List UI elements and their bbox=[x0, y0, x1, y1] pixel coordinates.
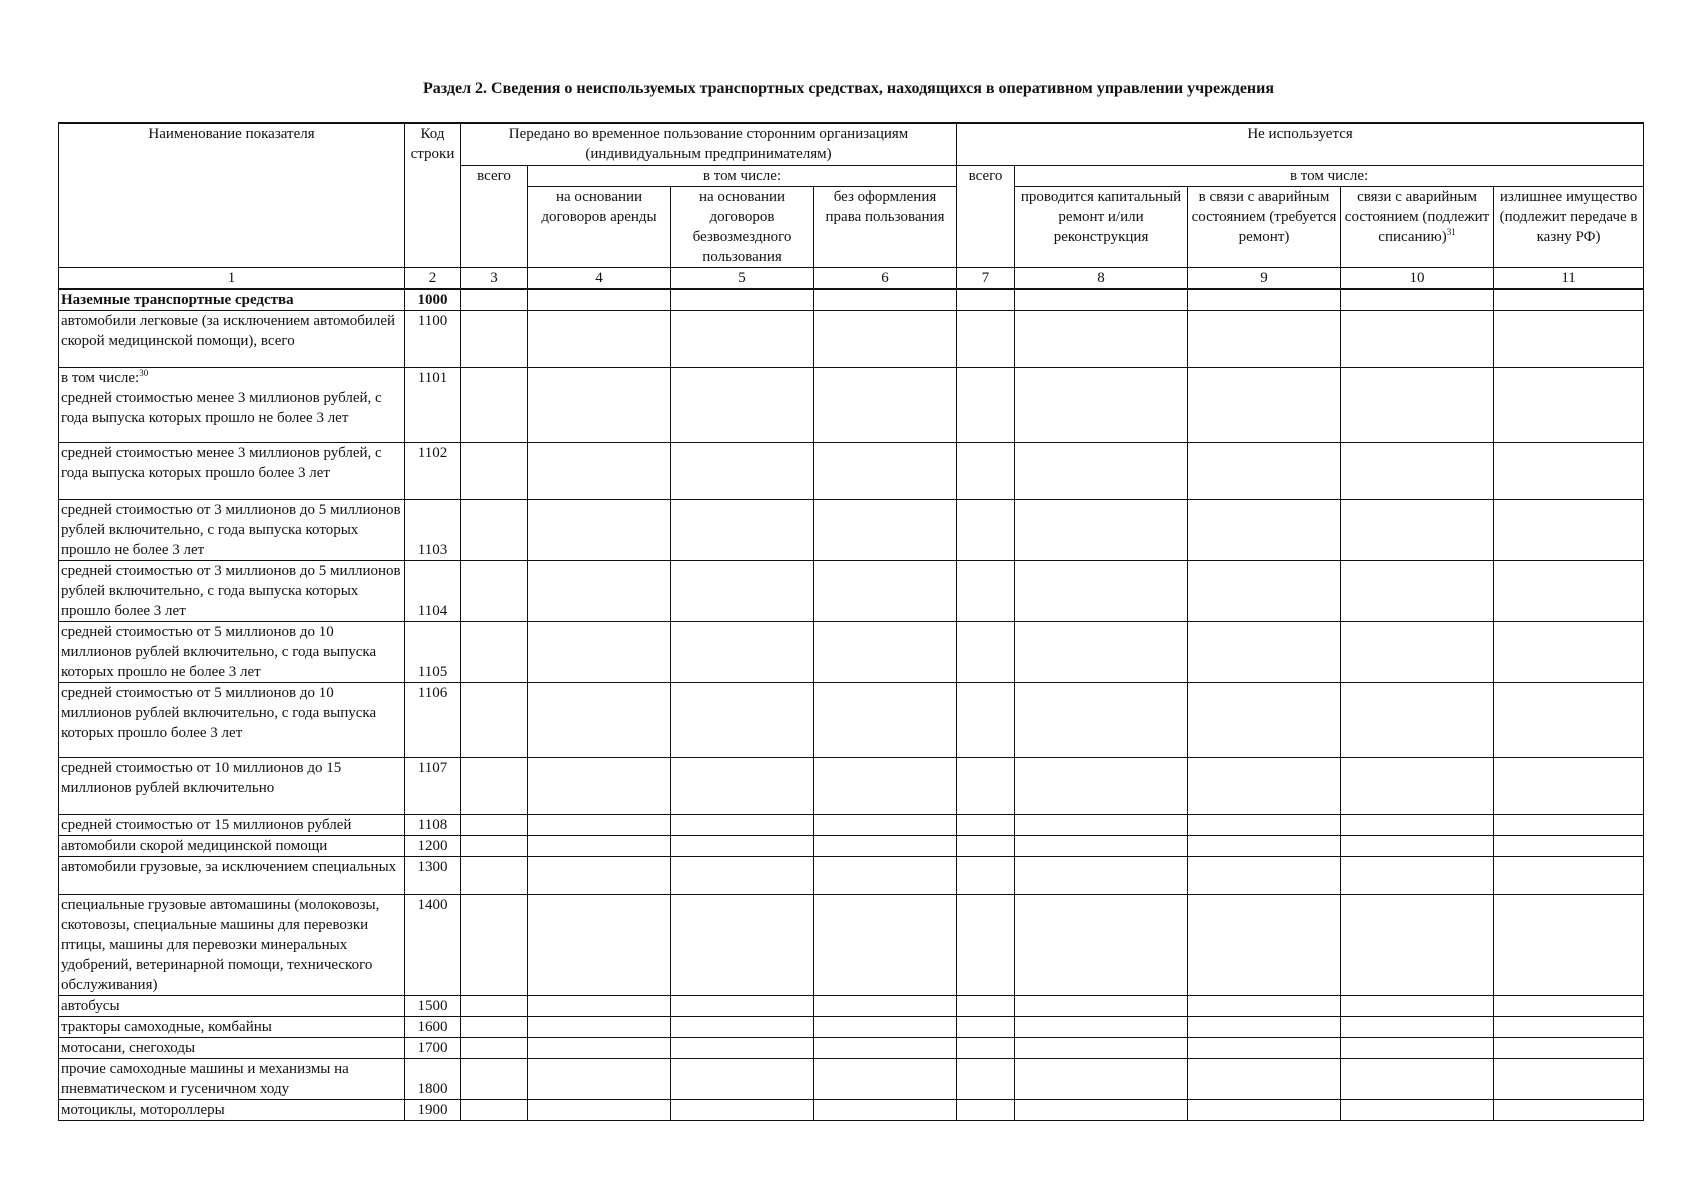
value-cell-col-10[interactable] bbox=[1341, 310, 1494, 367]
header-capital-repair: проводится капитальный ремонт и/или реконструкция bbox=[1015, 186, 1188, 267]
table-row bbox=[59, 1037, 1644, 1058]
value-cell-col-8[interactable] bbox=[1015, 835, 1188, 856]
value-cell-col-9[interactable] bbox=[1188, 1058, 1341, 1099]
table-row bbox=[59, 757, 1644, 814]
value-cell-col-6[interactable] bbox=[814, 814, 957, 835]
indicator-name: тракторы самоходные, комбайны bbox=[59, 1016, 405, 1037]
value-cell-col-8[interactable] bbox=[1015, 995, 1188, 1016]
value-cell-col-5[interactable] bbox=[671, 367, 814, 442]
row-code: 1108 bbox=[405, 814, 461, 835]
value-cell-col-8[interactable] bbox=[1015, 1037, 1188, 1058]
value-cell-col-3[interactable] bbox=[461, 499, 528, 560]
value-cell-col-8[interactable] bbox=[1015, 289, 1188, 311]
footnote-31: 31 bbox=[1446, 226, 1456, 237]
value-cell-col-4[interactable] bbox=[528, 995, 671, 1016]
value-cell-col-11[interactable] bbox=[1494, 814, 1644, 835]
value-cell-col-5[interactable] bbox=[671, 621, 814, 682]
value-cell-col-6[interactable] bbox=[814, 367, 957, 442]
value-cell-col-3[interactable] bbox=[461, 1037, 528, 1058]
row-code: 1000 bbox=[405, 289, 461, 311]
value-cell-col-10[interactable] bbox=[1341, 499, 1494, 560]
value-cell-col-5[interactable] bbox=[671, 995, 814, 1016]
column-number: 11 bbox=[1494, 267, 1644, 289]
table-row bbox=[59, 289, 1644, 311]
column-number: 10 bbox=[1341, 267, 1494, 289]
column-number: 4 bbox=[528, 267, 671, 289]
value-cell-col-7[interactable] bbox=[957, 560, 1015, 621]
indicator-name: средней стоимостью менее 3 миллионов рублей, с года выпуска которых прошло более 3 лет bbox=[59, 442, 405, 499]
value-cell-col-7[interactable] bbox=[957, 621, 1015, 682]
value-cell-col-10[interactable] bbox=[1341, 814, 1494, 835]
value-cell-col-5[interactable] bbox=[671, 1099, 814, 1120]
indicator-name: средней стоимостью от 15 миллионов рублей bbox=[59, 814, 405, 835]
value-cell-col-8[interactable] bbox=[1015, 894, 1188, 995]
value-cell-col-7[interactable] bbox=[957, 499, 1015, 560]
value-cell-col-11[interactable] bbox=[1494, 442, 1644, 499]
value-cell-col-10[interactable] bbox=[1341, 995, 1494, 1016]
value-cell-col-10[interactable] bbox=[1341, 856, 1494, 894]
value-cell-col-4[interactable] bbox=[528, 894, 671, 995]
value-cell-col-7[interactable] bbox=[957, 894, 1015, 995]
value-cell-col-9[interactable] bbox=[1188, 289, 1341, 311]
value-cell-col-8[interactable] bbox=[1015, 367, 1188, 442]
value-cell-col-8[interactable] bbox=[1015, 499, 1188, 560]
value-cell-col-7[interactable] bbox=[957, 1058, 1015, 1099]
value-cell-col-9[interactable] bbox=[1188, 835, 1341, 856]
value-cell-col-7[interactable] bbox=[957, 1099, 1015, 1120]
value-cell-col-8[interactable] bbox=[1015, 310, 1188, 367]
value-cell-col-3[interactable] bbox=[461, 814, 528, 835]
value-cell-col-7[interactable] bbox=[957, 682, 1015, 757]
value-cell-col-8[interactable] bbox=[1015, 560, 1188, 621]
column-number: 2 bbox=[405, 267, 461, 289]
value-cell-col-11[interactable] bbox=[1494, 310, 1644, 367]
value-cell-col-11[interactable] bbox=[1494, 1058, 1644, 1099]
row-code: 1106 bbox=[405, 682, 461, 757]
value-cell-col-10[interactable] bbox=[1341, 289, 1494, 311]
value-cell-col-10[interactable] bbox=[1341, 894, 1494, 995]
row-code: 1300 bbox=[405, 856, 461, 894]
header-transferred-group: Передано во временное пользование сторонним организациям (индивидуальным предпринимателям) bbox=[461, 123, 957, 165]
indicator-name: средней стоимостью от 3 миллионов до 5 миллионов рублей включительно, с года выпуска которых прошло не более 3 лет bbox=[59, 499, 405, 560]
value-cell-col-11[interactable] bbox=[1494, 289, 1644, 311]
value-cell-col-10[interactable] bbox=[1341, 757, 1494, 814]
indicator-name: средней стоимостью от 5 миллионов до 10 миллионов рублей включительно, с года выпуска которых прошло не более 3 лет bbox=[59, 621, 405, 682]
value-cell-col-11[interactable] bbox=[1494, 499, 1644, 560]
table-row bbox=[59, 835, 1644, 856]
row-code: 1900 bbox=[405, 1099, 461, 1120]
header-transferred-total: всего bbox=[461, 165, 528, 267]
table-row bbox=[59, 499, 1644, 560]
column-number: 6 bbox=[814, 267, 957, 289]
value-cell-col-4[interactable] bbox=[528, 1099, 671, 1120]
row-code: 1103 bbox=[405, 499, 461, 560]
indicator-name: специальные грузовые автомашины (молоковозы, скотовозы, специальные машины для перевозки птицы, машины для перевозки минеральных удобрений, ветеринарной помощи, технического обслуживания) bbox=[59, 894, 405, 995]
value-cell-col-10[interactable] bbox=[1341, 442, 1494, 499]
value-cell-col-9[interactable] bbox=[1188, 367, 1341, 442]
row-code: 1400 bbox=[405, 894, 461, 995]
row-code: 1800 bbox=[405, 1058, 461, 1099]
indicator-name: прочие самоходные машины и механизмы на пневматическом и гусеничном ходу bbox=[59, 1058, 405, 1099]
value-cell-col-11[interactable] bbox=[1494, 1099, 1644, 1120]
value-cell-col-6[interactable] bbox=[814, 894, 957, 995]
value-cell-col-7[interactable] bbox=[957, 995, 1015, 1016]
value-cell-col-9[interactable] bbox=[1188, 310, 1341, 367]
value-cell-col-9[interactable] bbox=[1188, 757, 1341, 814]
value-cell-col-8[interactable] bbox=[1015, 814, 1188, 835]
value-cell-col-6[interactable] bbox=[814, 1099, 957, 1120]
value-cell-col-4[interactable] bbox=[528, 1037, 671, 1058]
value-cell-col-6[interactable] bbox=[814, 560, 957, 621]
value-cell-col-10[interactable] bbox=[1341, 1016, 1494, 1037]
row-code: 1200 bbox=[405, 835, 461, 856]
value-cell-col-3[interactable] bbox=[461, 367, 528, 442]
table-row bbox=[59, 995, 1644, 1016]
value-cell-col-5[interactable] bbox=[671, 289, 814, 311]
value-cell-col-11[interactable] bbox=[1494, 621, 1644, 682]
value-cell-col-6[interactable] bbox=[814, 995, 957, 1016]
value-cell-col-11[interactable] bbox=[1494, 856, 1644, 894]
indicator-name: средней стоимостью от 3 миллионов до 5 миллионов рублей включительно, с года выпуска которых прошло более 3 лет bbox=[59, 560, 405, 621]
value-cell-col-3[interactable] bbox=[461, 310, 528, 367]
table-row bbox=[59, 1058, 1644, 1099]
value-cell-col-9[interactable] bbox=[1188, 442, 1341, 499]
value-cell-col-4[interactable] bbox=[528, 856, 671, 894]
value-cell-col-4[interactable] bbox=[528, 289, 671, 311]
value-cell-col-7[interactable] bbox=[957, 814, 1015, 835]
value-cell-col-6[interactable] bbox=[814, 499, 957, 560]
table-row bbox=[59, 310, 1644, 367]
header-no-formal-rights: без оформления права пользования bbox=[814, 186, 957, 267]
header-emergency-writeoff: связи с аварийным состоянием (подлежит списанию)$^{31}$ bbox=[1341, 186, 1494, 267]
header-unused-total: всего bbox=[957, 165, 1015, 267]
value-cell-col-4[interactable] bbox=[528, 757, 671, 814]
indicator-name: автобусы bbox=[59, 995, 405, 1016]
value-cell-col-3[interactable] bbox=[461, 894, 528, 995]
value-cell-col-3[interactable] bbox=[461, 1099, 528, 1120]
value-cell-col-4[interactable] bbox=[528, 442, 671, 499]
value-cell-col-11[interactable] bbox=[1494, 682, 1644, 757]
indicator-name: средней стоимостью от 5 миллионов до 10 миллионов рублей включительно, с года выпуска которых прошло более 3 лет bbox=[59, 682, 405, 757]
value-cell-col-6[interactable] bbox=[814, 289, 957, 311]
section-title: Раздел 2. Сведения о неиспользуемых транспортных средствах, находящихся в оперативном управлении учреждения bbox=[422, 80, 1275, 97]
value-cell-col-9[interactable] bbox=[1188, 995, 1341, 1016]
value-cell-col-4[interactable] bbox=[528, 814, 671, 835]
value-cell-col-9[interactable] bbox=[1188, 814, 1341, 835]
value-cell-col-4[interactable] bbox=[528, 1016, 671, 1037]
indicator-name: в том числе:$^{30}$ средней стоимостью менее 3 миллионов рублей, с года выпуска которых прошло не более 3 лет bbox=[59, 367, 405, 442]
value-cell-col-8[interactable] bbox=[1015, 1058, 1188, 1099]
row-code: 1700 bbox=[405, 1037, 461, 1058]
value-cell-col-9[interactable] bbox=[1188, 499, 1341, 560]
value-cell-col-11[interactable] bbox=[1494, 995, 1644, 1016]
header-unused-including: в том числе: bbox=[1015, 165, 1644, 186]
table-row bbox=[59, 814, 1644, 835]
value-cell-col-7[interactable] bbox=[957, 835, 1015, 856]
value-cell-col-5[interactable] bbox=[671, 442, 814, 499]
header-transferred-including: в том числе: bbox=[528, 165, 957, 186]
value-cell-col-4[interactable] bbox=[528, 499, 671, 560]
table-row bbox=[59, 621, 1644, 682]
header-indicator-name: Наименование показателя bbox=[59, 123, 405, 267]
value-cell-col-3[interactable] bbox=[461, 835, 528, 856]
row-code: 1100 bbox=[405, 310, 461, 367]
value-cell-col-3[interactable] bbox=[461, 289, 528, 311]
value-cell-col-7[interactable] bbox=[957, 856, 1015, 894]
value-cell-col-4[interactable] bbox=[528, 1058, 671, 1099]
value-cell-col-9[interactable] bbox=[1188, 894, 1341, 995]
row-code: 1105 bbox=[405, 621, 461, 682]
value-cell-col-8[interactable] bbox=[1015, 757, 1188, 814]
value-cell-col-7[interactable] bbox=[957, 289, 1015, 311]
value-cell-col-10[interactable] bbox=[1341, 835, 1494, 856]
value-cell-col-3[interactable] bbox=[461, 1058, 528, 1099]
table-row bbox=[59, 367, 1644, 442]
value-cell-col-4[interactable] bbox=[528, 621, 671, 682]
value-cell-col-9[interactable] bbox=[1188, 621, 1341, 682]
indicator-name: автомобили легковые (за исключением автомобилей скорой медицинской помощи), всего bbox=[59, 310, 405, 367]
value-cell-col-5[interactable] bbox=[671, 856, 814, 894]
indicator-name: автомобили грузовые, за исключением специальных bbox=[59, 856, 405, 894]
value-cell-col-11[interactable] bbox=[1494, 1037, 1644, 1058]
value-cell-col-8[interactable] bbox=[1015, 621, 1188, 682]
value-cell-col-7[interactable] bbox=[957, 757, 1015, 814]
value-cell-col-11[interactable] bbox=[1494, 367, 1644, 442]
value-cell-col-11[interactable] bbox=[1494, 1016, 1644, 1037]
value-cell-col-11[interactable] bbox=[1494, 835, 1644, 856]
value-cell-col-7[interactable] bbox=[957, 310, 1015, 367]
indicator-name: Наземные транспортные средства bbox=[59, 289, 405, 311]
value-cell-col-10[interactable] bbox=[1341, 367, 1494, 442]
value-cell-col-5[interactable] bbox=[671, 894, 814, 995]
value-cell-col-6[interactable] bbox=[814, 1058, 957, 1099]
value-cell-col-11[interactable] bbox=[1494, 894, 1644, 995]
value-cell-col-6[interactable] bbox=[814, 310, 957, 367]
value-cell-col-10[interactable] bbox=[1341, 1099, 1494, 1120]
value-cell-col-9[interactable] bbox=[1188, 1037, 1341, 1058]
header-row-code: Код строки bbox=[405, 123, 461, 267]
table-row bbox=[59, 856, 1644, 894]
value-cell-col-8[interactable] bbox=[1015, 1016, 1188, 1037]
value-cell-col-9[interactable] bbox=[1188, 560, 1341, 621]
value-cell-col-3[interactable] bbox=[461, 621, 528, 682]
value-cell-col-11[interactable] bbox=[1494, 757, 1644, 814]
column-number: 7 bbox=[957, 267, 1015, 289]
value-cell-col-5[interactable] bbox=[671, 560, 814, 621]
value-cell-col-7[interactable] bbox=[957, 367, 1015, 442]
value-cell-col-4[interactable] bbox=[528, 310, 671, 367]
row-code: 1600 bbox=[405, 1016, 461, 1037]
column-number: 1 bbox=[59, 267, 405, 289]
value-cell-col-7[interactable] bbox=[957, 442, 1015, 499]
value-cell-col-5[interactable] bbox=[671, 757, 814, 814]
value-cell-col-4[interactable] bbox=[528, 560, 671, 621]
value-cell-col-5[interactable] bbox=[671, 1037, 814, 1058]
value-cell-col-9[interactable] bbox=[1188, 1099, 1341, 1120]
indicator-name: мотоциклы, мотороллеры bbox=[59, 1099, 405, 1120]
value-cell-col-5[interactable] bbox=[671, 835, 814, 856]
value-cell-col-6[interactable] bbox=[814, 757, 957, 814]
row-code: 1102 bbox=[405, 442, 461, 499]
value-cell-col-6[interactable] bbox=[814, 856, 957, 894]
value-cell-col-7[interactable] bbox=[957, 1016, 1015, 1037]
value-cell-col-9[interactable] bbox=[1188, 1016, 1341, 1037]
column-number: 5 bbox=[671, 267, 814, 289]
indicator-name: автомобили скорой медицинской помощи bbox=[59, 835, 405, 856]
table-row bbox=[59, 682, 1644, 757]
row-code: 1104 bbox=[405, 560, 461, 621]
table-row bbox=[59, 442, 1644, 499]
value-cell-col-8[interactable] bbox=[1015, 856, 1188, 894]
header-free-use-contracts: на основании договоров безвозмездного пользования bbox=[671, 186, 814, 267]
header-emergency-repair: в связи с аварийным состоянием (требуется ремонт) bbox=[1188, 186, 1341, 267]
value-cell-col-6[interactable] bbox=[814, 835, 957, 856]
indicator-name: мотосани, снегоходы bbox=[59, 1037, 405, 1058]
value-cell-col-3[interactable] bbox=[461, 560, 528, 621]
column-numbers-row bbox=[59, 267, 1644, 289]
value-cell-col-6[interactable] bbox=[814, 442, 957, 499]
value-cell-col-5[interactable] bbox=[671, 310, 814, 367]
value-cell-col-10[interactable] bbox=[1341, 621, 1494, 682]
value-cell-col-6[interactable] bbox=[814, 1037, 957, 1058]
row-code: 1500 bbox=[405, 995, 461, 1016]
header-surplus-property: излишнее имущество (подлежит передаче в казну РФ) bbox=[1494, 186, 1644, 267]
value-cell-col-10[interactable] bbox=[1341, 682, 1494, 757]
value-cell-col-9[interactable] bbox=[1188, 682, 1341, 757]
value-cell-col-10[interactable] bbox=[1341, 560, 1494, 621]
value-cell-col-4[interactable] bbox=[528, 367, 671, 442]
table-row bbox=[59, 1016, 1644, 1037]
value-cell-col-5[interactable] bbox=[671, 499, 814, 560]
value-cell-col-5[interactable] bbox=[671, 814, 814, 835]
value-cell-col-6[interactable] bbox=[814, 621, 957, 682]
value-cell-col-3[interactable] bbox=[461, 856, 528, 894]
value-cell-col-3[interactable] bbox=[461, 995, 528, 1016]
indicator-name: средней стоимостью от 10 миллионов до 15 миллионов рублей включительно bbox=[59, 757, 405, 814]
column-number: 8 bbox=[1015, 267, 1188, 289]
row-code: 1107 bbox=[405, 757, 461, 814]
footnote-30: 30 bbox=[139, 367, 149, 378]
value-cell-col-6[interactable] bbox=[814, 1016, 957, 1037]
row-code: 1101 bbox=[405, 367, 461, 442]
table-row bbox=[59, 894, 1644, 995]
value-cell-col-10[interactable] bbox=[1341, 1058, 1494, 1099]
value-cell-col-3[interactable] bbox=[461, 442, 528, 499]
value-cell-col-4[interactable] bbox=[528, 835, 671, 856]
value-cell-col-8[interactable] bbox=[1015, 442, 1188, 499]
value-cell-col-5[interactable] bbox=[671, 1058, 814, 1099]
value-cell-col-8[interactable] bbox=[1015, 682, 1188, 757]
header-unused-group: Не используется bbox=[957, 123, 1644, 165]
value-cell-col-5[interactable] bbox=[671, 682, 814, 757]
value-cell-col-8[interactable] bbox=[1015, 1099, 1188, 1120]
column-number: 9 bbox=[1188, 267, 1341, 289]
value-cell-col-10[interactable] bbox=[1341, 1037, 1494, 1058]
value-cell-col-3[interactable] bbox=[461, 1016, 528, 1037]
header-lease-contracts: на основании договоров аренды bbox=[528, 186, 671, 267]
value-cell-col-9[interactable] bbox=[1188, 856, 1341, 894]
value-cell-col-6[interactable] bbox=[814, 682, 957, 757]
transport-table bbox=[58, 122, 1644, 1121]
value-cell-col-11[interactable] bbox=[1494, 560, 1644, 621]
table-row bbox=[59, 560, 1644, 621]
value-cell-col-3[interactable] bbox=[461, 682, 528, 757]
value-cell-col-7[interactable] bbox=[957, 1037, 1015, 1058]
column-number: 3 bbox=[461, 267, 528, 289]
value-cell-col-4[interactable] bbox=[528, 682, 671, 757]
value-cell-col-3[interactable] bbox=[461, 757, 528, 814]
value-cell-col-5[interactable] bbox=[671, 1016, 814, 1037]
table-row bbox=[59, 1099, 1644, 1120]
